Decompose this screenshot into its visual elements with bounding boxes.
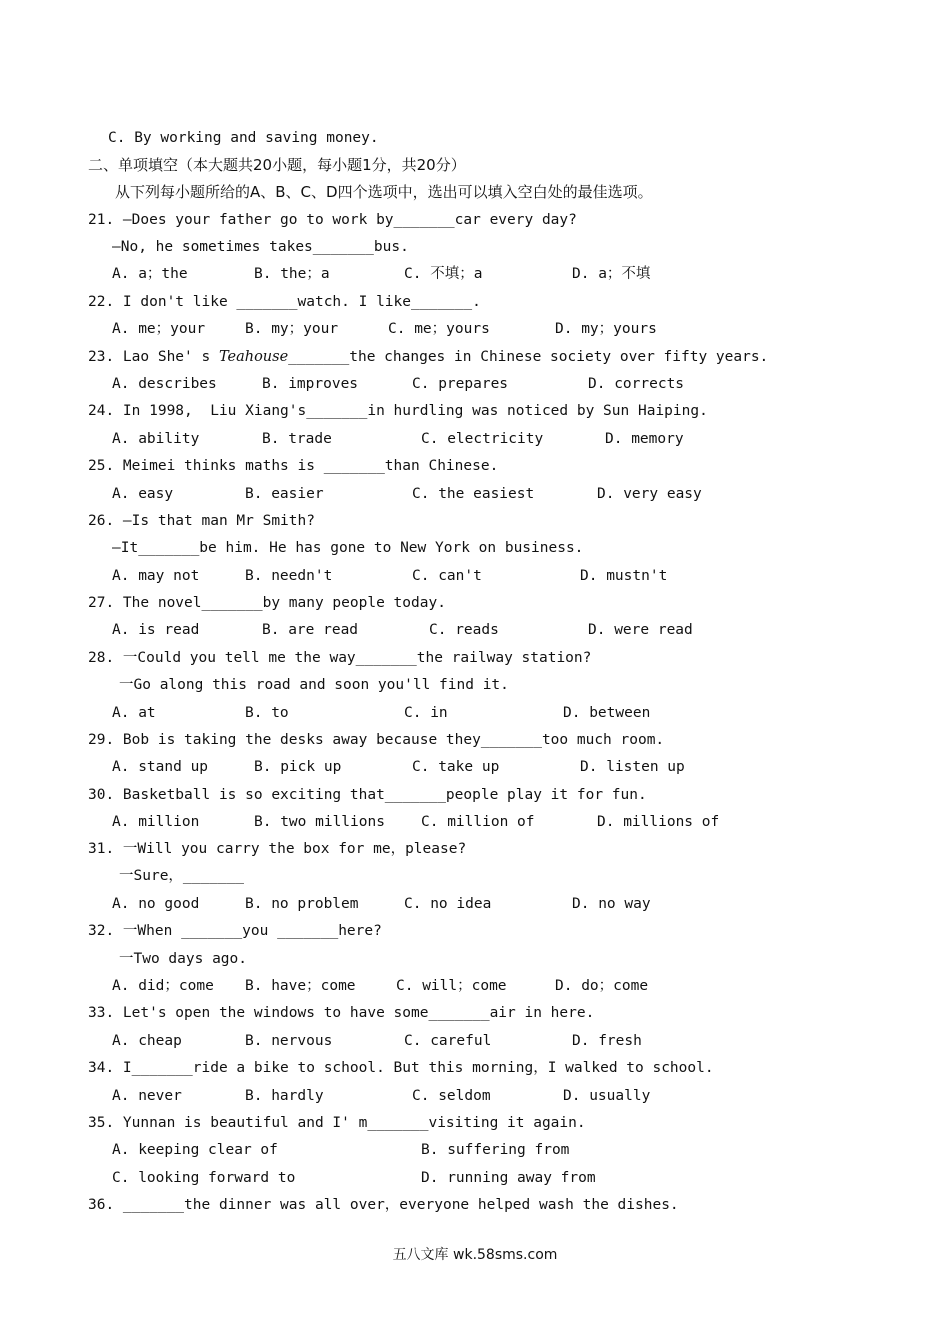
question-30-option-c: C. million of: [421, 814, 535, 830]
question-29-option-a: A. stand up: [112, 759, 209, 775]
question-35-stem: 35. Yunnan is beautiful and I' m_______visiting it again.: [88, 1115, 586, 1131]
question-29-option-d: D. listen up: [580, 759, 685, 775]
question-35-option-d: D. running away from: [421, 1170, 596, 1186]
question-34-option-b: B. hardly: [245, 1088, 324, 1104]
question-32-stem: 32. 一When _______you _______here?: [88, 923, 382, 939]
question-21-option-c: C. 不填；a: [404, 266, 483, 282]
question-21-option-d: D. a；不填: [572, 266, 651, 282]
question-33-stem: 33. Let's open the windows to have some_______air in here.: [88, 1005, 595, 1021]
question-25-stem: 25. Meimei thinks maths is _______than Chinese.: [88, 458, 499, 474]
question-25-option-b: B. easier: [245, 486, 324, 502]
question-23-stem: [88, 348, 768, 366]
question-28-option-d: D. between: [563, 705, 651, 721]
question-35-option-a: A. keeping clear of: [112, 1142, 278, 1158]
question-27-stem: 27. The novel_______by many people today.: [88, 595, 446, 611]
question-21-option-a: A. a；the: [112, 266, 188, 282]
question-32-stem-reply: 一Two days ago.: [119, 951, 247, 967]
question-24-option-b: B. trade: [262, 431, 332, 447]
question-30-option-d: D. millions of: [597, 814, 720, 830]
question-29-option-c: C. take up: [412, 759, 500, 775]
question-26-option-b: B. needn't: [245, 568, 333, 584]
question-32-option-c: C. will；come: [396, 978, 507, 994]
question-31-option-c: C. no idea: [404, 896, 492, 912]
question-24-option-d: D. memory: [605, 431, 684, 447]
question-30-stem: 30. Basketball is so exciting that_______people play it for fun.: [88, 787, 647, 803]
question-24-option-a: A. ability: [112, 431, 200, 447]
question-34-option-c: C. seldom: [412, 1088, 491, 1104]
question-33-option-c: C. careful: [404, 1033, 492, 1049]
question-21-option-b: B. the；a: [254, 266, 330, 282]
question-26-stem-reply: —It_______be him. He has gone to New York on business.: [112, 540, 584, 556]
question-32-option-b: B. have；come: [245, 978, 356, 994]
prev-option-c: C. By working and saving money.: [108, 130, 379, 146]
question-27-option-c: C. reads: [429, 622, 499, 638]
question-28-stem-reply: 一Go along this road and soon you'll find it.: [119, 677, 509, 693]
question-26-option-d: D. mustn't: [580, 568, 668, 584]
question-31-stem: 31. 一Will you carry the box for me，please?: [88, 841, 467, 857]
question-27-option-a: A. is read: [112, 622, 200, 638]
section-instruction: 从下列每小题所给的A、B、C、D四个选项中，选出可以填入空白处的最佳选项。: [115, 183, 653, 201]
question-23-option-a: A. describes: [112, 376, 217, 392]
question-25-option-c: C. the easiest: [412, 486, 535, 502]
question-22-option-a: A. me；your: [112, 321, 206, 337]
question-31-stem-reply: 一Sure，_______: [119, 868, 245, 884]
question-25-option-a: A. easy: [112, 486, 174, 502]
question-31-option-b: B. no problem: [245, 896, 359, 912]
question-28-option-c: C. in: [404, 705, 448, 721]
question-33-option-d: D. fresh: [572, 1033, 642, 1049]
question-23-option-c: C. prepares: [412, 376, 509, 392]
question-26-option-a: A. may not: [112, 568, 200, 584]
question-34-stem: 34. I_______ride a bike to school. But this morning，I walked to school.: [88, 1060, 714, 1076]
question-27-option-d: D. were read: [588, 622, 693, 638]
question-33-option-b: B. nervous: [245, 1033, 333, 1049]
question-27-option-b: B. are read: [262, 622, 359, 638]
question-32-option-a: A. did；come: [112, 978, 214, 994]
question-22-stem: 22. I don't like _______watch. I like_______.: [88, 294, 481, 310]
question-21-stem: 21. —Does your father go to work by_______car every day?: [88, 212, 577, 228]
question-25-option-d: D. very easy: [597, 486, 702, 502]
question-23-stem-start: 23. Lao She' s: [88, 349, 219, 365]
question-23-stem-end: _______the changes in Chinese society over fifty years.: [288, 349, 769, 365]
question-31-option-d: D. no way: [572, 896, 651, 912]
question-33-option-a: A. cheap: [112, 1033, 182, 1049]
question-22-option-b: B. my；your: [245, 321, 339, 337]
question-26-stem: 26. —Is that man Mr Smith?: [88, 513, 315, 529]
section-title: 二、单项填空（本大题共20小题，每小题1分，共20分）: [88, 156, 466, 174]
question-29-option-b: B. pick up: [254, 759, 342, 775]
question-22-option-c: C. me；yours: [388, 321, 490, 337]
question-24-option-c: C. electricity: [421, 431, 544, 447]
question-30-option-b: B. two millions: [254, 814, 385, 830]
question-31-option-a: A. no good: [112, 896, 200, 912]
question-28-option-a: A. at: [112, 705, 156, 721]
question-32-option-d: D. do；come: [555, 978, 649, 994]
question-34-option-d: D. usually: [563, 1088, 651, 1104]
question-34-option-a: A. never: [112, 1088, 182, 1104]
question-26-option-c: C. can't: [412, 568, 482, 584]
question-23-option-d: D. corrects: [588, 376, 685, 392]
question-24-stem: 24. In 1998, Liu Xiang's_______in hurdling was noticed by Sun Haiping.: [88, 403, 708, 419]
question-23-italic-title: Teahouse: [218, 349, 289, 365]
page-footer-watermark: 五八文库 wk.58sms.com: [392, 1247, 558, 1263]
question-28-stem: 28. 一Could you tell me the way_______the railway station?: [88, 650, 592, 666]
question-21-stem-reply: —No, he sometimes takes_______bus.: [112, 239, 409, 255]
question-36-stem: 36. _______the dinner was all over，everyone helped wash the dishes.: [88, 1197, 679, 1213]
question-23-option-b: B. improves: [262, 376, 359, 392]
question-28-option-b: B. to: [245, 705, 289, 721]
question-22-option-d: D. my；yours: [555, 321, 657, 337]
question-30-option-a: A. million: [112, 814, 200, 830]
question-35-option-b: B. suffering from: [421, 1142, 570, 1158]
question-29-stem: 29. Bob is taking the desks away because they_______too much room.: [88, 732, 665, 748]
question-35-option-c: C. looking forward to: [112, 1170, 296, 1186]
